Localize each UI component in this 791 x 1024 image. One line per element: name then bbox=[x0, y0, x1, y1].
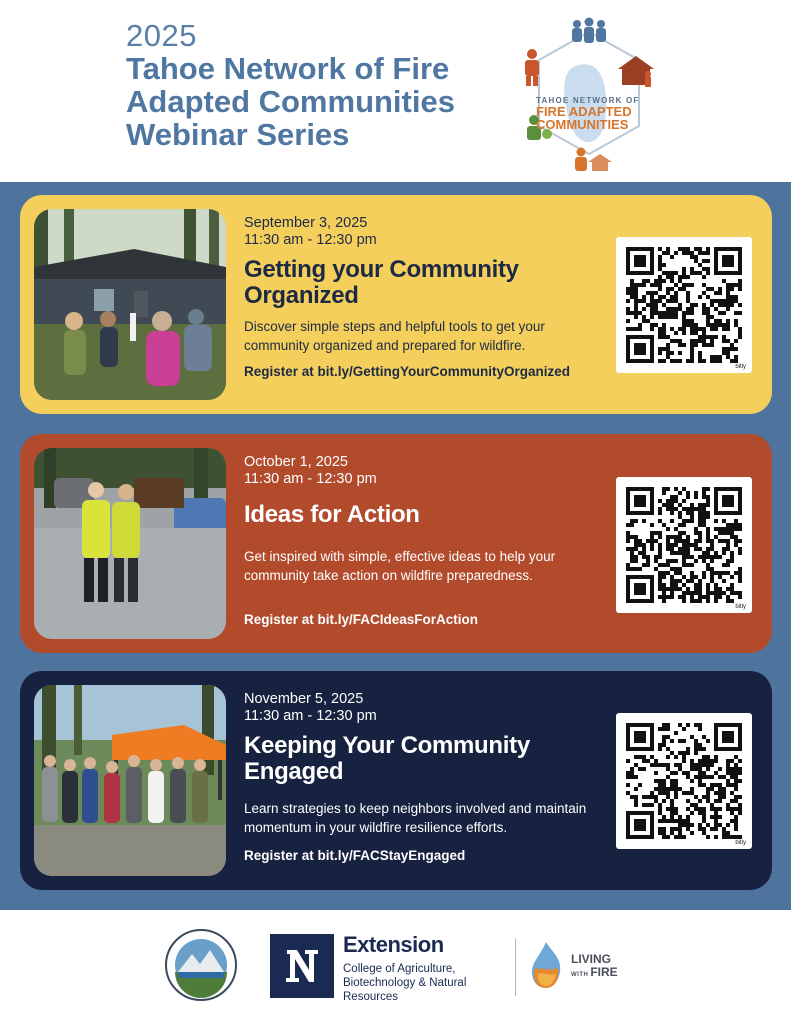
footer-logos bbox=[0, 910, 791, 1024]
logo-text-fire-adapted: FIRE ADAPTED COMMUNITIES bbox=[536, 104, 632, 132]
event-date: September 3, 2025 11:30 am - 12:30 pm bbox=[244, 215, 377, 248]
firefighter-icon bbox=[525, 49, 539, 86]
event-title: Keeping Your Community Engaged bbox=[244, 732, 530, 785]
series-year: 2025 bbox=[126, 18, 197, 53]
living-with-fire-text: LIVING WITH FIRE bbox=[571, 952, 618, 979]
living-with-fire-flame-icon bbox=[528, 940, 564, 990]
event-photo-volunteers-vests bbox=[34, 448, 226, 639]
event-description: Get inspired with simple, effective ideas to help your community take action on wildfire preparedness. bbox=[244, 549, 556, 583]
register-link[interactable]: Register at bit.ly/FACIdeasForAction bbox=[244, 612, 479, 627]
tahoe-rcd-seal-logo bbox=[164, 928, 238, 1002]
event-photo-group-tent bbox=[34, 685, 226, 876]
event-description: Discover simple steps and helpful tools to get your community organized and prepared for wildfire. bbox=[244, 319, 545, 353]
event-date: November 5, 2025 11:30 am - 12:30 pm bbox=[244, 691, 377, 724]
family-house-icon bbox=[618, 56, 654, 87]
event-photo-community-meeting bbox=[34, 209, 226, 400]
unr-n-logo bbox=[270, 934, 334, 998]
header bbox=[0, 0, 791, 182]
event-card-ideas bbox=[20, 434, 772, 653]
people-group-icon bbox=[572, 18, 606, 44]
register-link[interactable]: Register at bit.ly/FACStayEngaged bbox=[244, 848, 466, 863]
qr-code[interactable]: bitly bbox=[616, 713, 752, 849]
event-title: Getting your Community Organized bbox=[244, 256, 519, 309]
extension-subtitle: College of Agriculture, Biotechnology & Natural Resources bbox=[343, 963, 467, 1003]
qr-code[interactable]: bitly bbox=[616, 477, 752, 613]
qr-code[interactable]: bitly bbox=[616, 237, 752, 373]
event-date: October 1, 2025 11:30 am - 12:30 pm bbox=[244, 454, 377, 487]
register-link[interactable]: Register at bit.ly/GettingYourCommunityOrganized bbox=[244, 364, 571, 379]
event-card-engaged bbox=[20, 671, 772, 890]
event-card-organized bbox=[20, 195, 772, 414]
page-title: Tahoe Network of Fire Adapted Communities Webinar Series bbox=[126, 51, 455, 152]
event-title: Ideas for Action bbox=[244, 501, 420, 528]
extension-title: Extension bbox=[343, 932, 444, 957]
event-description: Learn strategies to keep neighbors involved and maintain momentum in your wildfire resilience efforts. bbox=[244, 801, 587, 835]
fac-network-logo bbox=[514, 14, 664, 174]
footer-divider bbox=[515, 938, 516, 996]
logo-text-network: TAHOE NETWORK OF bbox=[536, 96, 640, 105]
